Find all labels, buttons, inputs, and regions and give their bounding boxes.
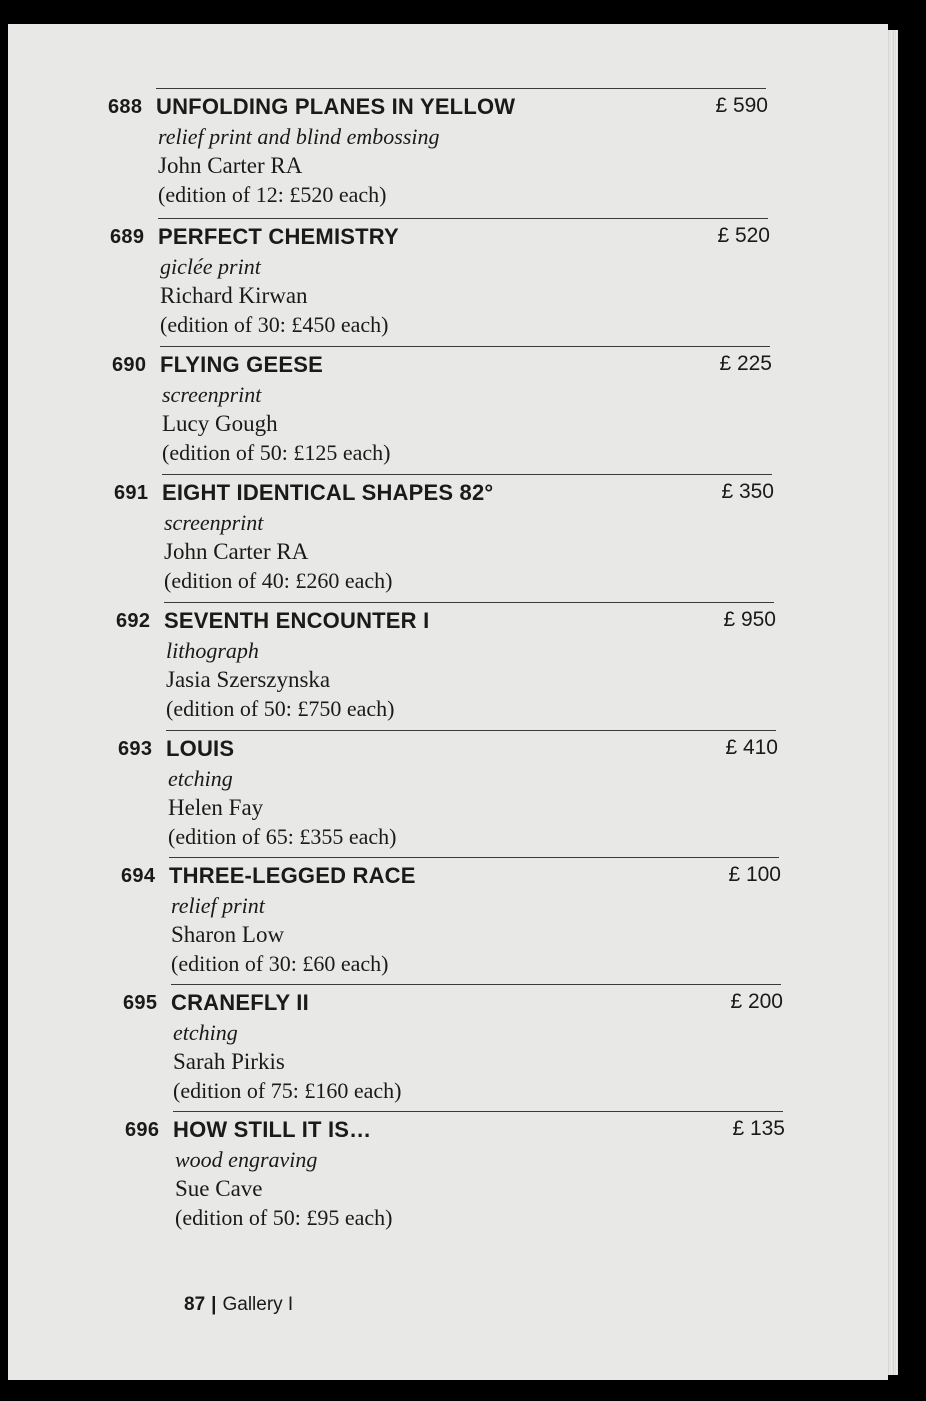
entry-price: £ 135: [732, 1117, 785, 1140]
entry-divider: [160, 346, 770, 347]
entry-price: £ 350: [721, 480, 774, 503]
entry-artist: Sue Cave: [175, 1176, 263, 1201]
entry-edition: (edition of 12: £520 each): [158, 182, 387, 207]
page-footer: [184, 1294, 293, 1316]
entry-number: 696: [125, 1119, 160, 1141]
entry-divider: [162, 474, 772, 475]
entry-price: £ 100: [728, 863, 781, 886]
entry-medium: lithograph: [166, 638, 259, 663]
entry-divider: [166, 730, 776, 731]
entry-divider: [164, 602, 774, 603]
entry-number: 688: [108, 96, 143, 118]
entry-medium: giclée print: [160, 254, 261, 279]
entry-title: LOUIS: [166, 736, 235, 761]
entry-title: EIGHT IDENTICAL SHAPES 82°: [162, 480, 494, 505]
entry-title: HOW STILL IT IS…: [173, 1117, 372, 1142]
entry-artist: John Carter RA: [158, 153, 303, 178]
entry-divider: [169, 857, 779, 858]
entry-divider: [156, 88, 766, 89]
entry-artist: Sarah Pirkis: [173, 1049, 285, 1074]
entry-divider: [158, 218, 768, 219]
entry-title: CRANEFLY II: [171, 990, 309, 1015]
entry-edition: (edition of 75: £160 each): [173, 1078, 402, 1103]
entry-title: THREE-LEGGED RACE: [169, 863, 416, 888]
entry-edition: (edition of 30: £60 each): [171, 951, 389, 976]
page-number: 87: [184, 1294, 206, 1315]
footer-separator: |: [211, 1294, 217, 1315]
entry-artist: Sharon Low: [171, 922, 285, 947]
entry-price: £ 520: [717, 224, 770, 247]
entry-number: 695: [123, 992, 158, 1014]
entry-divider: [173, 1111, 783, 1112]
entry-edition: (edition of 50: £95 each): [175, 1205, 393, 1230]
entry-number: 694: [121, 865, 156, 887]
entry-price: £ 410: [725, 736, 778, 759]
entry-number: 693: [118, 738, 153, 760]
entry-edition: (edition of 65: £355 each): [168, 824, 397, 849]
entry-number: 691: [114, 482, 149, 504]
entry-price: £ 590: [715, 94, 768, 117]
section-name: Gallery I: [222, 1294, 294, 1315]
entry-title: PERFECT CHEMISTRY: [158, 224, 399, 249]
entry-medium: screenprint: [162, 382, 262, 407]
entry-price: £ 225: [719, 352, 772, 375]
entry-edition: (edition of 50: £125 each): [162, 440, 391, 465]
entry-artist: Lucy Gough: [162, 411, 278, 436]
entry-title: SEVENTH ENCOUNTER I: [164, 608, 430, 633]
entry-edition: (edition of 50: £750 each): [166, 696, 395, 721]
entry-divider: [171, 984, 781, 985]
entry-price: £ 200: [730, 990, 783, 1013]
entry-medium: etching: [168, 766, 233, 791]
entry-title: FLYING GEESE: [160, 352, 323, 377]
entry-number: 690: [112, 354, 147, 376]
entry-artist: Richard Kirwan: [160, 283, 308, 308]
entry-medium: etching: [173, 1020, 238, 1045]
entry-artist: John Carter RA: [164, 539, 309, 564]
entry-artist: Helen Fay: [168, 795, 264, 820]
entry-edition: (edition of 30: £450 each): [160, 312, 389, 337]
entry-medium: wood engraving: [175, 1147, 318, 1172]
entry-number: 692: [116, 610, 151, 632]
catalogue-page: [8, 24, 888, 1380]
entry-title: UNFOLDING PLANES IN YELLOW: [156, 94, 516, 119]
entry-price: £ 950: [723, 608, 776, 631]
entry-medium: screenprint: [164, 510, 264, 535]
entry-edition: (edition of 40: £260 each): [164, 568, 393, 593]
entry-medium: relief print: [171, 893, 265, 918]
entry-artist: Jasia Szerszynska: [166, 667, 331, 692]
entry-number: 689: [110, 226, 145, 248]
entry-medium: relief print and blind embossing: [158, 124, 440, 149]
